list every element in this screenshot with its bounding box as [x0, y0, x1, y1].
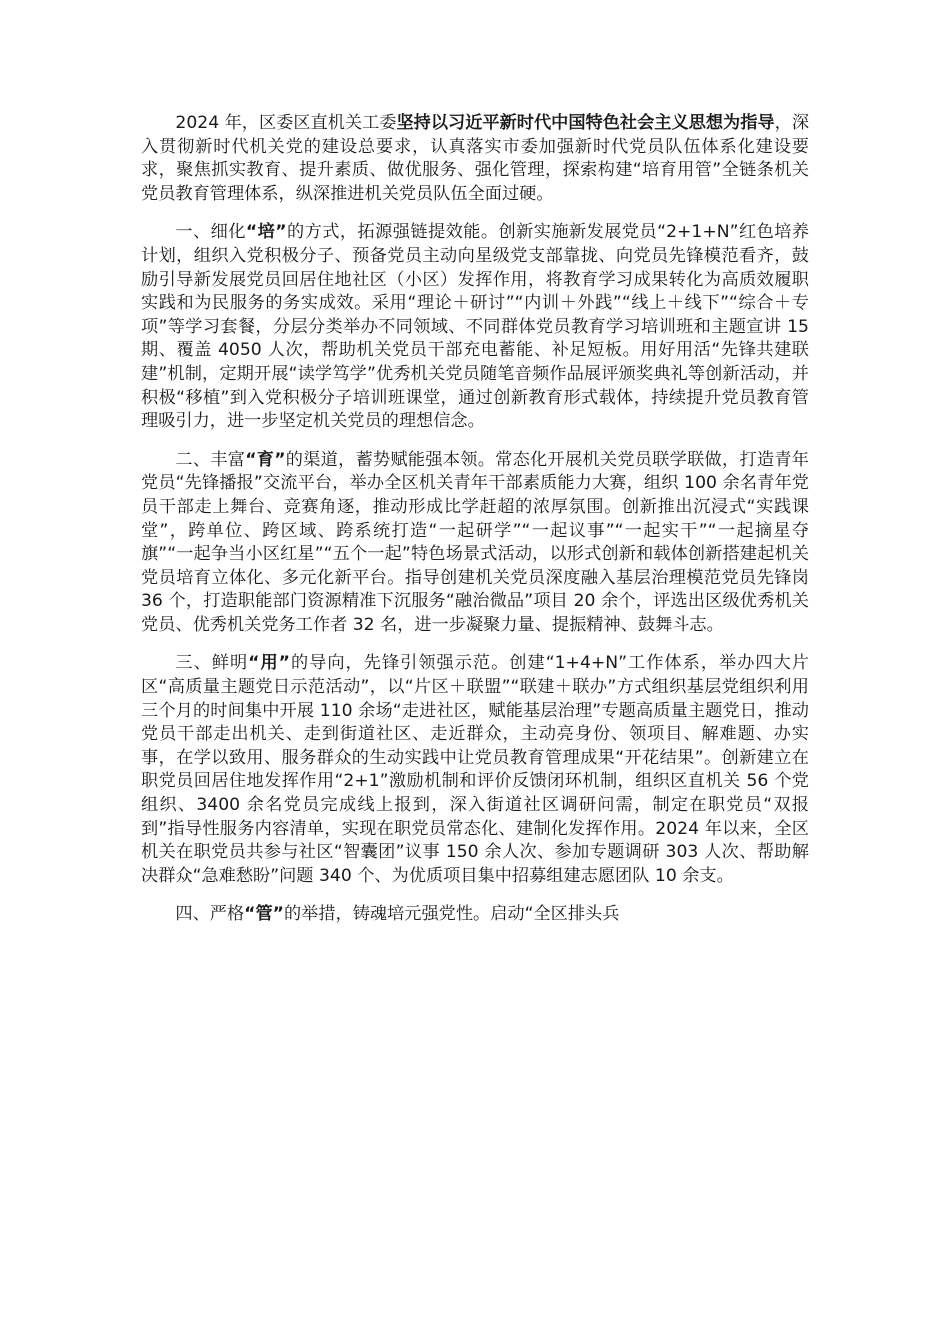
section-heading-lead: 一、细化 [175, 222, 246, 243]
paragraph-section-1 [141, 221, 809, 433]
section-heading-lead: 四、严格 [175, 904, 245, 925]
paragraph-intro [141, 112, 809, 206]
paragraph-section-3 [141, 652, 809, 888]
paragraph-emphasis: 坚持以习近平新时代中国特色社会主义思想为指导 [396, 113, 775, 133]
section-text: 的渠道，蓄势赋能强本领。常态化开展机关党员联学联做，打造青年党员“先锋播报”交流平台，举办全区机关青年干部素质能力大赛，组织 100 余名青年党员干部走上舞台、竞赛角逐，推动形成比学赶超的浓厚氛围。创新推出沉浸式“实践课堂”，跨单位、跨区域、跨系统打造“一起研学”“一起议事”“一起实干”“一起摘星夺旗”“一起争当小区红星”“五个一起”特色场景式活动，以形式创新和载体创新搭建起机关党员培育立体化、多元化新平台。指导创建机关党员深度融入基层治理模范党员先锋岗 36 个，打造职能部门资源精准下沉服务“融治微品”项目 20 余个，评选出区级优秀机关党员、优秀机关党务工作者 32 名，进一步凝聚力量、提振精神、鼓舞斗志。 [141, 449, 809, 635]
section-heading-keyword: “育” [245, 449, 286, 470]
paragraph-section-2 [141, 449, 809, 638]
section-heading-keyword: “培” [245, 222, 287, 243]
section-heading-keyword: “用” [248, 653, 290, 674]
section-text: 的方式，拓源强链提效能。创新实施新发展党员“2+1+N”红色培养计划，组织入党积极分子、预备党员主动向星级党支部靠拢、向党员先锋模范看齐，鼓励引导新发展党员回居住地社区（小区）发挥作用，将教育学习成果转化为高质效履职实践和为民服务的务实成效。采用“理论＋研讨”“内训＋外践”“线上＋线下”“综合＋专项”等学习套餐，分层分类举办不同领域、不同群体党员教育学习培训班和主题宣讲 15 期、覆盖 4050 人次，帮助机关党员干部充电蓄能、补足短板。用好用活“先锋共建联建”机制，定期开展“读学笃学”优秀机关党员随笔音频作品展评颁奖典礼等创新活动，并积极“移植”到入党积极分子培训班课堂，通过创新教育形式载体，持续提升党员教育管理吸引力，进一步坚定机关党员的理想信念。 [141, 222, 810, 432]
section-text: 的举措，铸魂培元强党性。启动“全区排头兵 [283, 904, 620, 925]
paragraph-lead: 2024 年，区委区直机关工委 [175, 113, 397, 133]
document-body [141, 112, 809, 942]
section-heading-lead: 二、丰富 [175, 449, 246, 470]
section-text: 的导向，先锋引领强示范。创建“1+4+N”工作体系，举办四大片区“高质量主题党日示范活动”，以“片区＋联盟”“联建＋联办”方式组织基层党组织利用三个月的时间集中开展 110 余场“走进社区，赋能基层治理”专题高质量主题党日，推动党员干部走出机关、走到街道社区、走近群众，主动亮身份、领项目、解难题、办实事，在学以致用、服务群众的生动实践中让党员教育管理成果“开花结果”。创新建立在职党员回居住地发挥作用“2+1”激励机制和评价反馈闭环机制，组织区直机关 56 个党组织、3400 余名党员完成线上报到，深入街道社区调研问需，制定在职党员“双报到”指导性服务内容清单，实现在职党员常态化、建制化发挥作用。2024 年以来，全区机关在职党员共参与社区“智囊团”议事 150 余人次、参加专题调研 303 人次、帮助解决群众“急难愁盼”问题 340 个、为优质项目集中招募组建志愿团队 10 余支。 [141, 653, 809, 886]
section-heading-lead: 三、鲜明 [175, 653, 249, 674]
paragraph-text: ，深入贯彻新时代机关党的建设总要求，认真落实市委加强新时代党员队伍体系化建设要求，聚焦抓实教育、提升素质、做优服务、强化管理，探索构建“培育用管”全链条机关党员教育管理体系，纵深推进机关党员队伍全面过硬。 [141, 113, 810, 204]
section-heading-keyword: “管” [244, 904, 284, 925]
paragraph-section-4 [141, 903, 809, 927]
